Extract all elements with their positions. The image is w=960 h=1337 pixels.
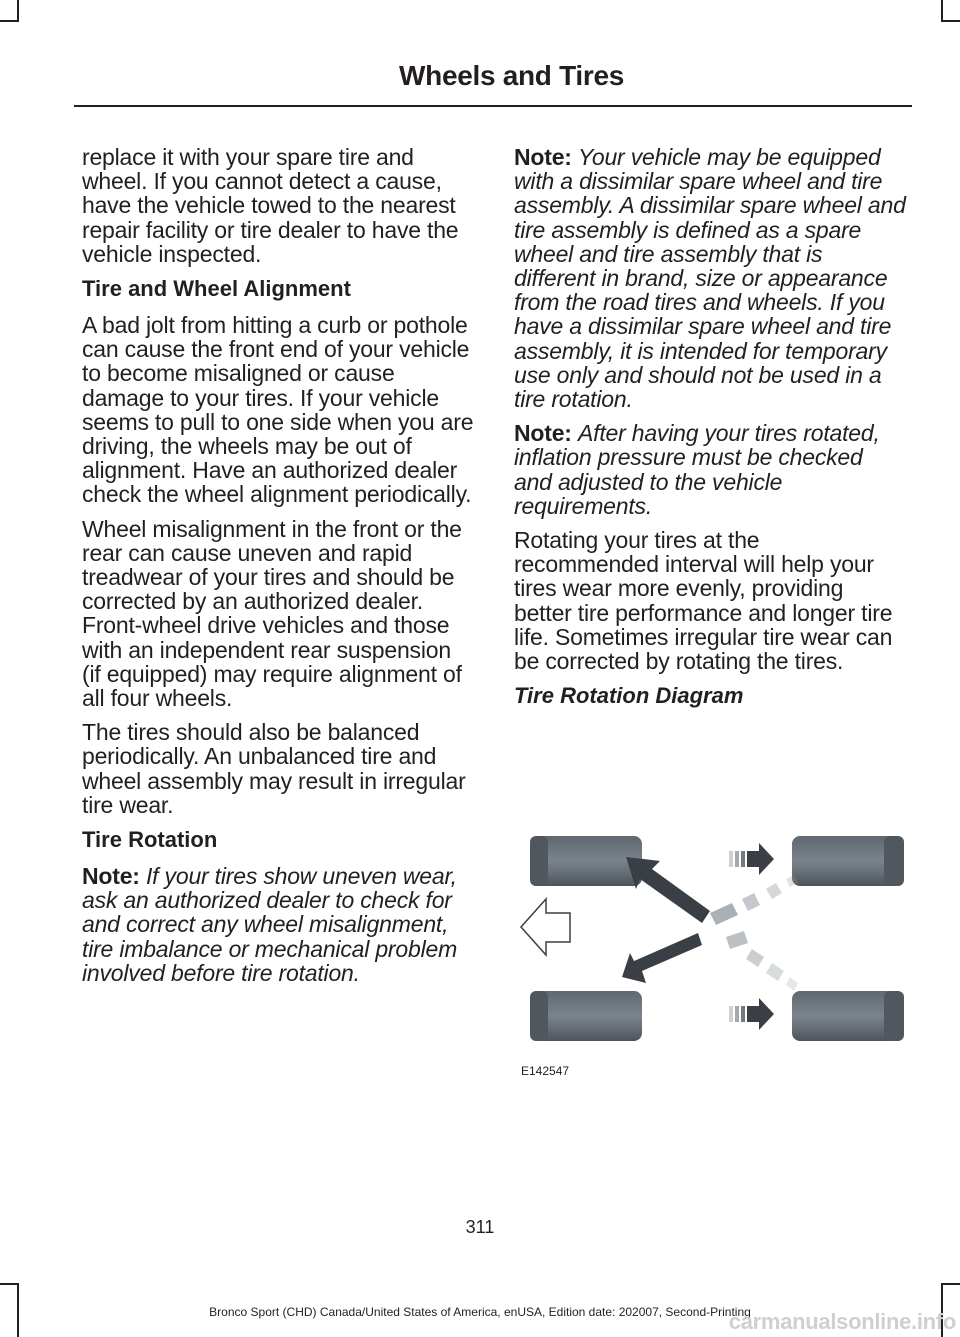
crop-mark [941, 20, 960, 22]
paragraph: Rotating your tires at the recommended interval will help your tires wear more evenly, providing better tire performance and longer tire life. Sometimes irregular tire wear can be corrected by rotating the tires. [514, 527, 893, 675]
crop-mark [941, 0, 943, 22]
note-text: Your vehicle may be equipped with a dissimilar spare wheel and tire assembly. A dissimilar spare wheel and tire assembly is defined as a spare wheel and tire assembly that is different in brand, size or appearance from the road tires and wheels. If you have a dissimilar spare wheel and tire assembly, it is intended for temporary use only and should not be used in a tire rotation. [514, 144, 906, 413]
diagram-code-label: E142547 [521, 1064, 570, 1078]
section-heading-alignment: Tire and Wheel Alignment [82, 276, 351, 302]
diagram-heading: Tire Rotation Diagram [514, 683, 744, 709]
crop-mark [0, 20, 19, 22]
left-column [82, 145, 474, 995]
footer-edition-text: Bronco Sport (CHD) Canada/United States of America, enUSA, Edition date: 202007, Second-Printing [209, 1305, 751, 1319]
paragraph: replace it with your spare tire and wheel. If you cannot detect a cause, have the vehicle towed to the nearest repair facility or tire dealer to have the vehicle inspected. [82, 144, 459, 267]
section-heading-rotation: Tire Rotation [82, 827, 218, 853]
paragraph: A bad jolt from hitting a curb or pothole can cause the front end of your vehicle to become misaligned or cause damage to your tires. If your vehicle seems to pull to one side when you are driving, the wheels may be out of alignment. Have an authorized dealer check the wheel alignment periodically. [82, 312, 474, 508]
page-number: 311 [465, 1217, 495, 1237]
crop-mark [17, 0, 19, 22]
note-label: Note: [514, 420, 572, 447]
tire-rotation-illustration [514, 793, 908, 1081]
note-label: Note: [514, 144, 572, 170]
tire-front-left [530, 836, 642, 886]
paragraph: Wheel misalignment in the front or the rear can cause uneven and rapid treadwear of your tires and should be corrected by an authorized dealer. Front-wheel drive vehicles and those with an independent rear suspension (if equipped) may require alignment of all four wheels. [82, 515, 462, 712]
note-text: If your tires show uneven wear, ask an authorized dealer to check for and correct any wheel misalignment, tire imbalance or mechanical problem involved before tire rotation. [82, 863, 458, 986]
note-label: Note: [82, 863, 140, 890]
header-divider [74, 105, 912, 107]
crop-mark [0, 1283, 19, 1285]
note [514, 421, 906, 518]
tire-rear-left [530, 991, 642, 1041]
page-header-title: Wheels and Tires [399, 60, 624, 91]
tire-front-right [792, 836, 904, 886]
watermark: carmanualsonline.info [728, 1309, 956, 1334]
note [82, 864, 474, 985]
tire-rotation-diagram [514, 793, 908, 1081]
note-text: After having your tires rotated, inflation pressure must be checked and adjusted to the vehicle requirements. [514, 420, 880, 519]
right-column [514, 145, 906, 720]
tire-rear-right [792, 991, 904, 1041]
paragraph: The tires should also be balanced periodically. An unbalanced tire and wheel assembly may result in irregular tire wear. [82, 719, 466, 818]
crop-mark [941, 1283, 960, 1285]
note [514, 145, 906, 411]
